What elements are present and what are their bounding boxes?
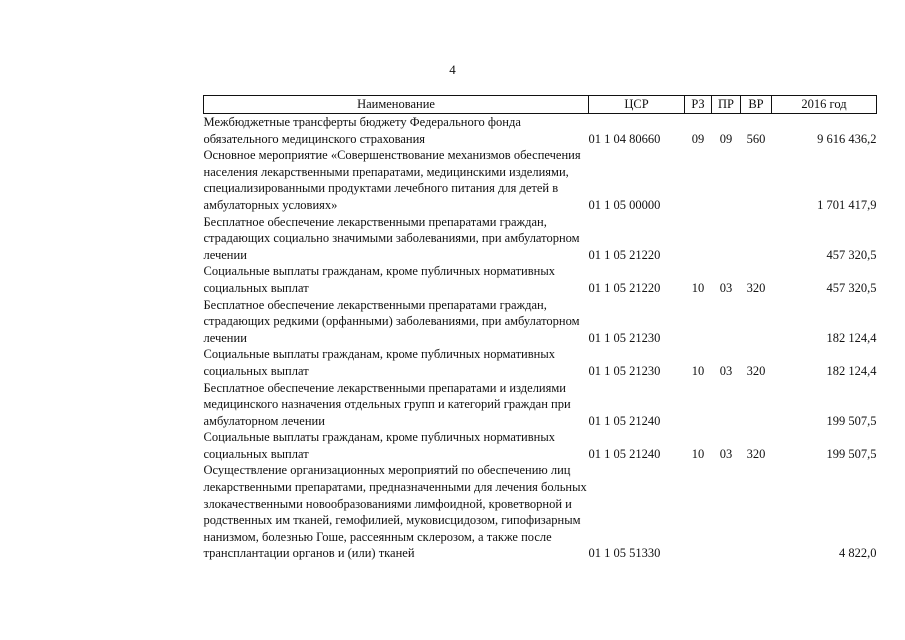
row-amount: 1 701 417,9 <box>817 197 877 212</box>
table-row <box>204 380 877 430</box>
table-row <box>204 263 877 296</box>
row-pr <box>712 380 741 430</box>
row-csr: 01 1 05 51330 <box>588 546 661 561</box>
header-name: Наименование <box>204 96 589 114</box>
row-name: Основное мероприятие «Совершенствование механизмов обеспечения населения лекарственными препаратами, медицинскими изделиями, специализированными продуктами лечебного питания для детей в амбулаторных условиях» <box>203 148 581 212</box>
row-csr: 01 1 05 21220 <box>588 247 661 262</box>
row-csr: 01 1 05 21220 <box>588 280 661 295</box>
budget-table <box>203 95 877 562</box>
row-name: Социальные выплаты гражданам, кроме публичных нормативных социальных выплат <box>203 347 555 378</box>
header-row <box>204 96 877 114</box>
row-pr <box>712 214 741 264</box>
row-amount: 457 320,5 <box>826 247 877 262</box>
row-pr <box>712 297 741 347</box>
table-row <box>204 462 877 562</box>
row-name: Бесплатное обеспечение лекарственными препаратами и изделиями медицинского назначения отдельных групп и категорий граждан при амбулаторном лечении <box>203 380 571 428</box>
row-rz <box>685 462 712 562</box>
row-name: Социальные выплаты гражданам, кроме публичных нормативных социальных выплат <box>203 264 555 295</box>
row-amount: 182 124,4 <box>826 363 877 378</box>
header-vr: ВР <box>741 96 772 114</box>
row-name: Социальные выплаты гражданам, кроме публичных нормативных социальных выплат <box>203 430 555 461</box>
table-row <box>204 147 877 213</box>
table-row <box>204 114 877 148</box>
table-row <box>204 297 877 347</box>
row-rz <box>685 380 712 430</box>
row-amount: 199 507,5 <box>826 446 877 461</box>
row-name: Осуществление организационных мероприятий по обеспечению лиц лекарственными препаратами, предназначенными для лечения больных злокачественными новообразованиями лимфоидной, кроветворной и родственных им тканей, гемофилией, муковисцидозом, гипофизарным нанизмом, болезнью Гоше, рассеянным склерозом, а также после трансплантации органов и (или) тканей <box>203 463 587 561</box>
table-row <box>204 214 877 264</box>
row-name: Межбюджетные трансферты бюджету Федерального фонда обязательного медицинского страхования <box>203 115 521 146</box>
row-vr <box>741 462 772 562</box>
row-rz: 10 <box>691 363 705 378</box>
table-row <box>204 346 877 379</box>
page-number: 4 <box>449 62 456 77</box>
row-vr <box>741 297 772 347</box>
row-rz <box>685 147 712 213</box>
row-csr: 01 1 05 21230 <box>588 330 661 345</box>
row-amount: 182 124,4 <box>826 330 877 345</box>
row-csr: 01 1 05 21240 <box>588 413 661 428</box>
row-amount: 199 507,5 <box>826 413 877 428</box>
row-vr: 320 <box>746 280 766 295</box>
row-csr: 01 1 05 21230 <box>588 363 661 378</box>
header-rz: РЗ <box>685 96 712 114</box>
row-csr: 01 1 04 80660 <box>588 131 661 146</box>
row-pr: 03 <box>719 446 733 461</box>
row-rz <box>685 214 712 264</box>
row-pr: 03 <box>719 363 733 378</box>
row-name: Бесплатное обеспечение лекарственными препаратами граждан, страдающих редкими (орфанными) заболеваниями, при амбулаторном лечении <box>203 297 580 345</box>
row-rz <box>685 297 712 347</box>
row-amount: 4 822,0 <box>839 546 877 561</box>
row-vr: 320 <box>746 446 766 461</box>
table-row <box>204 429 877 462</box>
row-rz: 10 <box>691 280 705 295</box>
row-rz: 09 <box>691 131 705 146</box>
header-csr: ЦСР <box>589 96 685 114</box>
row-rz: 10 <box>691 446 705 461</box>
header-pr: ПР <box>712 96 741 114</box>
row-pr: 09 <box>719 131 733 146</box>
row-pr <box>712 462 741 562</box>
row-amount: 457 320,5 <box>826 280 877 295</box>
row-amount: 9 616 436,2 <box>817 131 877 146</box>
row-csr: 01 1 05 21240 <box>588 446 661 461</box>
header-year: 2016 год <box>772 96 877 114</box>
row-pr <box>712 147 741 213</box>
row-vr <box>741 214 772 264</box>
row-vr: 320 <box>746 363 766 378</box>
row-vr: 560 <box>746 131 766 146</box>
row-pr: 03 <box>719 280 733 295</box>
row-name: Бесплатное обеспечение лекарственными препаратами граждан, страдающих социально значимыми заболеваниями, при амбулаторном лечении <box>203 214 580 262</box>
row-csr: 01 1 05 00000 <box>588 197 661 212</box>
row-vr <box>741 380 772 430</box>
row-vr <box>741 147 772 213</box>
